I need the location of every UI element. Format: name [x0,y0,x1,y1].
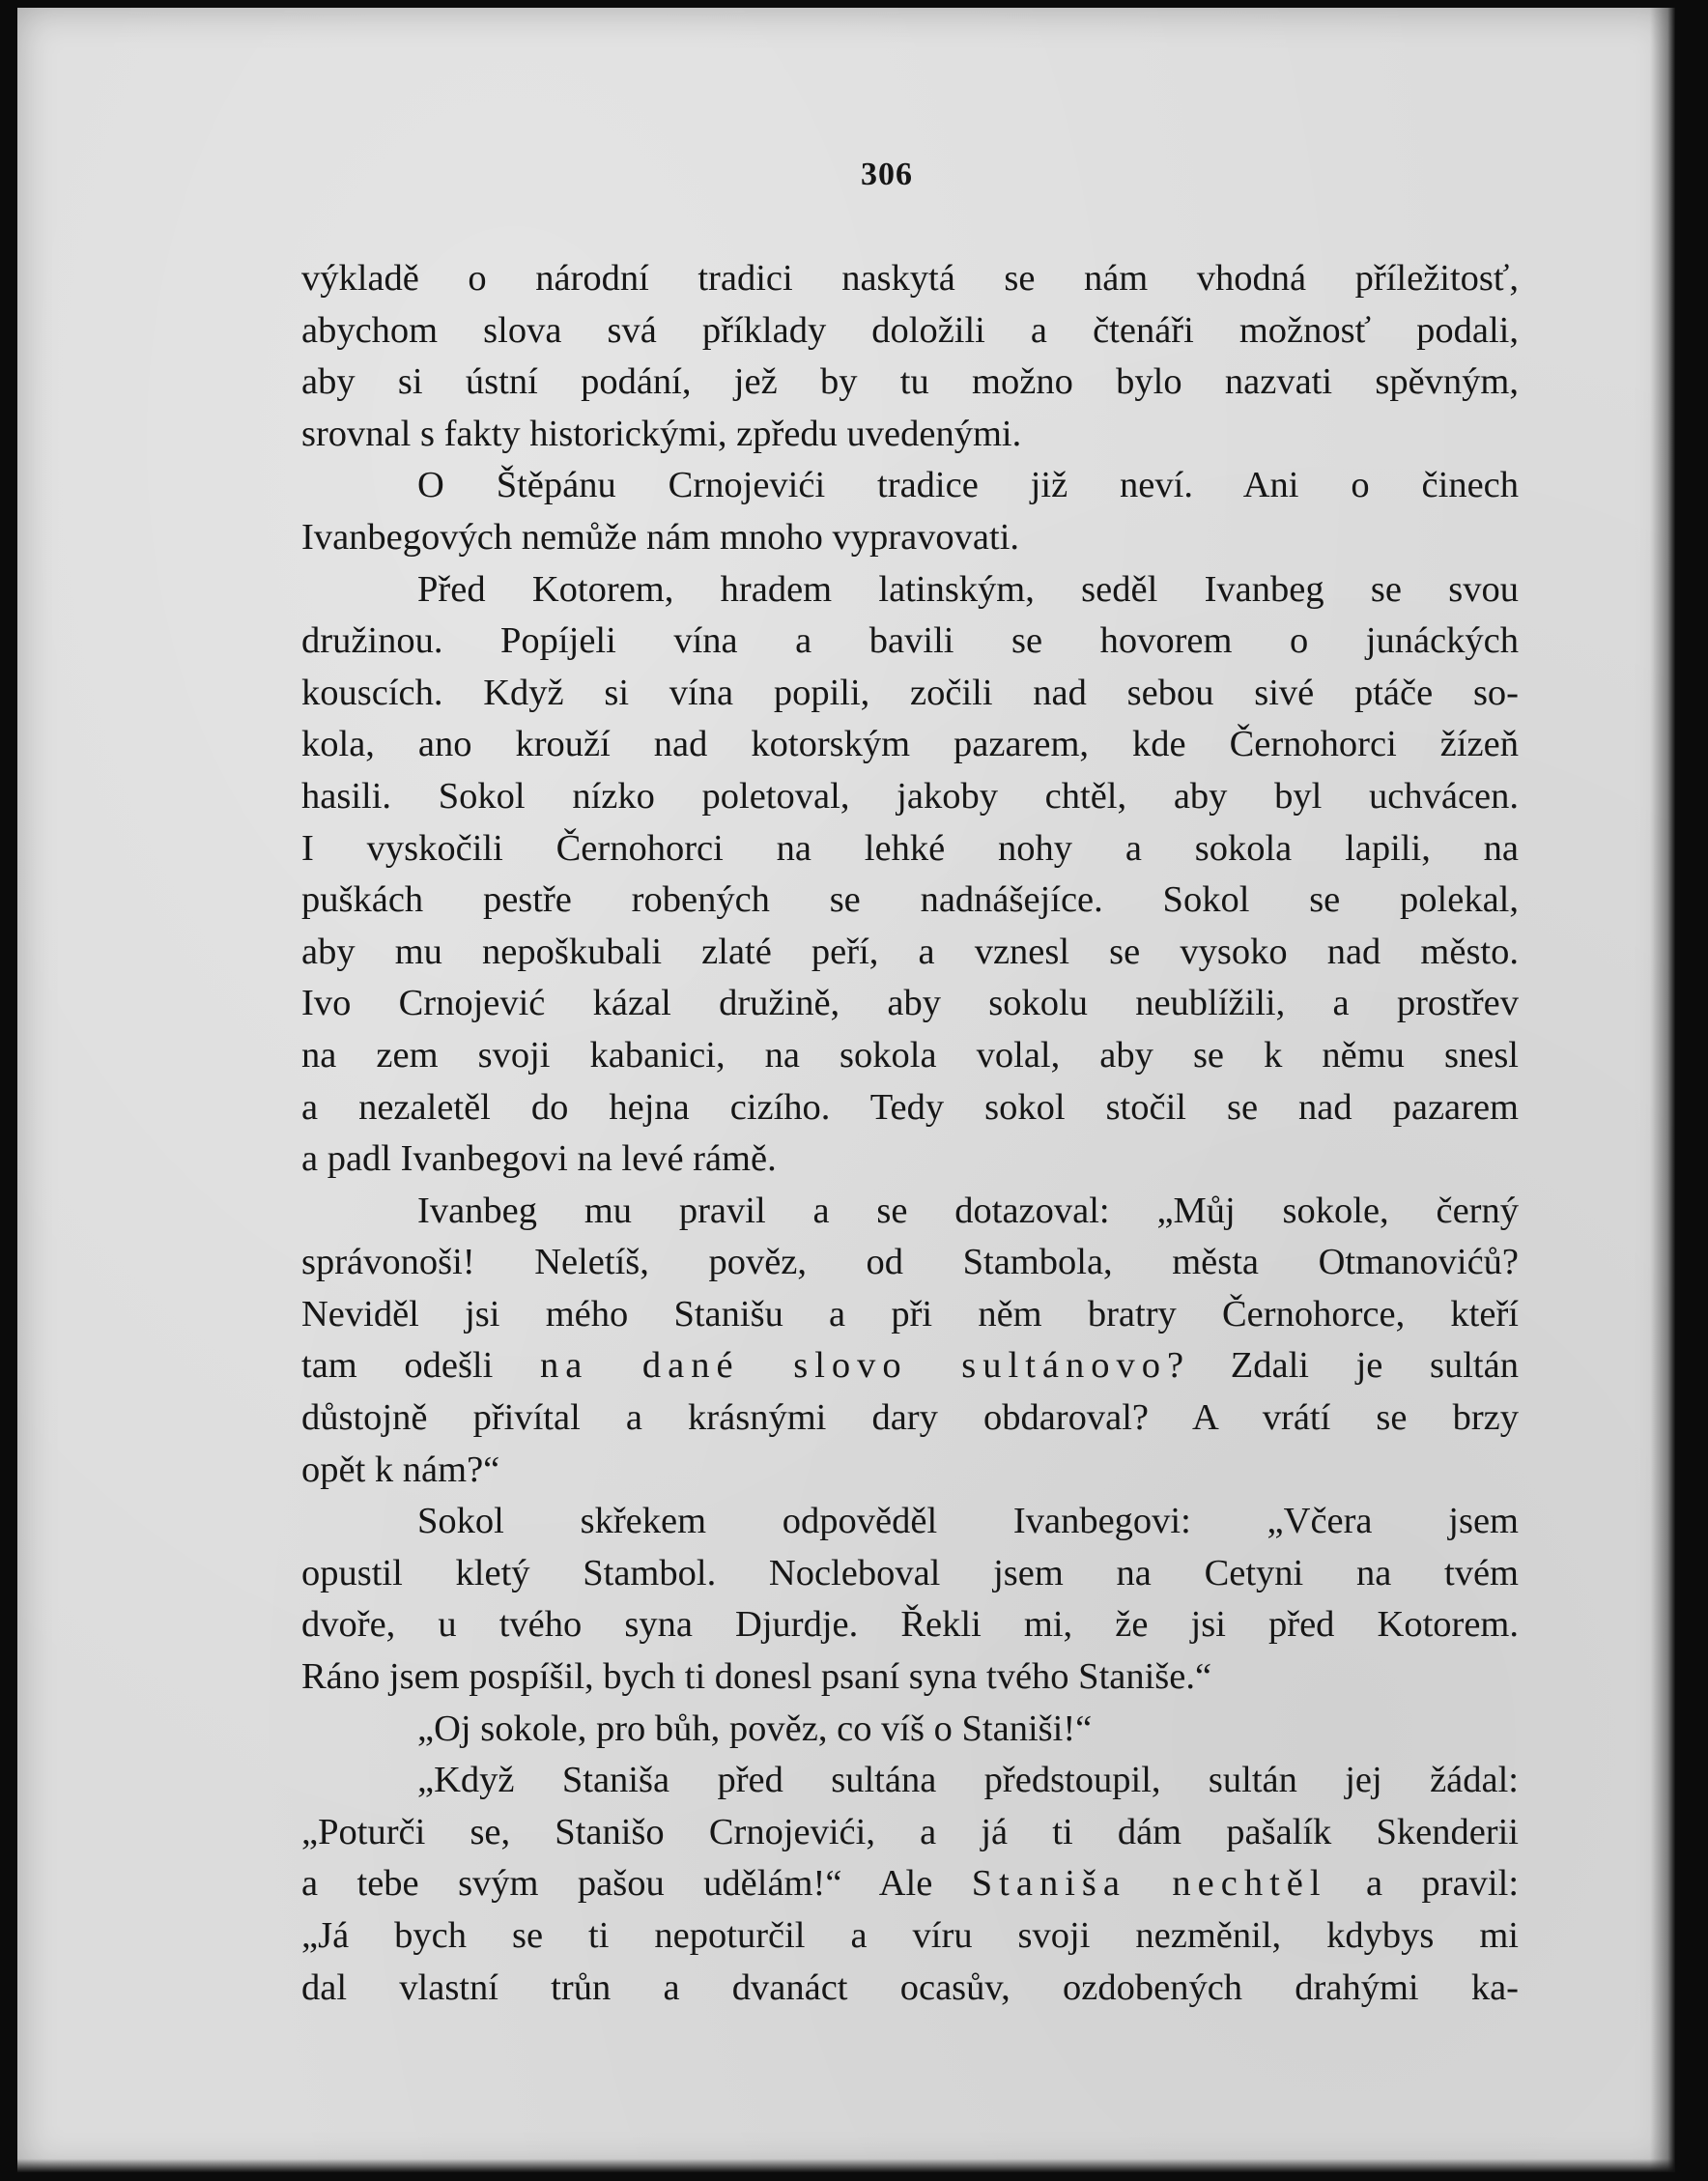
text-line: družinou. Popíjeli vína a bavili se hovorem o junáckých [301,620,1519,662]
text-line: kola, ano krouží nad kotorským pazarem, kde Černohorci žízeň [301,724,1519,765]
text-line: Ivanbeg mu pravil a se dotazoval: „Můj sokole, černý [417,1190,1519,1231]
text-line: Neviděl jsi mého Stanišu a při něm bratry Černohorce, kteří [301,1293,1519,1334]
text-line: na zem svoji kabanici, na sokola volal, aby se k němu snesl [301,1034,1519,1076]
text-line: správonoši! Neletíš, pověz, od Stambola, města Otmanovićů? [301,1242,1519,1283]
emphasized-text: Staniša nechtěl [971,1863,1327,1905]
page-edge-shadow-right [1650,8,1675,2172]
text-line: puškách pestře robených se nadnášejíce. Sokol se polekal, [301,879,1519,921]
text-line: O Štěpánu Crnojevići tradice již neví. Ani o činech [417,465,1519,506]
text-line: důstojně přivítal a krásnými dary obdaroval? A vrátí se brzy [301,1397,1519,1439]
emphasized-text: na dané slovo sultánovo [539,1345,1167,1387]
text-line: „Oj sokole, pro bůh, pověz, co víš o Staniši!“ [417,1707,1093,1749]
text-line: abychom slova svá příklady doložili a čtenáři možnosť podali, [301,309,1519,351]
text-line: a nezaletěl do hejna cizího. Tedy sokol stočil se nad pazarem [301,1086,1519,1128]
text-line [301,1858,1519,1910]
text-line: opustil kletý Stambol. Nocleboval jsem na Cetyni na tvém [301,1552,1519,1593]
text-line: Před Kotorem, hradem latinským, seděl Ivanbeg se svou [417,568,1519,610]
text-line: kouscích. Když si vína popili, zočili nad sebou sivé ptáče so- [301,672,1519,713]
text-line: aby si ústní podání, jež by tu možno bylo nazvati spěvným, [301,361,1519,403]
text-segment: tam odešli [301,1345,540,1387]
body-text [301,253,1519,2014]
text-line: „Poturči se, Stanišo Crnojevići, a já ti dám pašalík Skenderii [301,1811,1519,1852]
text-line: Ivanbegových nemůže nám mnoho vypravovati. [301,516,1020,558]
text-segment: a tebe svým pašou udělám!“ Ale [301,1863,972,1905]
text-line: Sokol skřekem odpověděl Ivanbegovi: „Včera jsem [417,1501,1519,1542]
text-line: „Když Staniša před sultána předstoupil, sultán jej žádal: [417,1760,1519,1801]
text-segment: ? Zdali je sultán [1167,1345,1519,1387]
text-line: hasili. Sokol nízko poletoval, jakoby chtěl, aby byl uchvácen. [301,775,1519,817]
text-line: Ráno jsem pospíšil, bych ti donesl psaní syna tvého Staniše.“ [301,1656,1212,1698]
text-line: „Já bych se ti nepoturčil a víru svoji nezměnil, kdybys mi [301,1915,1519,1956]
text-line: Ivo Crnojević kázal družině, aby sokolu neublížili, a prostřev [301,983,1519,1024]
text-line: výkladě o národní tradici naskytá se nám vhodná příležitosť, [301,258,1519,299]
page-number: 306 [861,157,913,192]
text-line: dvoře, u tvého syna Djurdje. Řekli mi, že jsi před Kotorem. [301,1604,1519,1646]
text-line: opět k nám?“ [301,1449,500,1490]
text-line: dal vlastní trůn a dvanáct ocasův, ozdobených drahými ka- [301,1966,1519,2008]
text-segment: a pravil: [1326,1863,1520,1905]
text-line: aby mu nepoškubali zlaté peří, a vznesl se vysoko nad město. [301,931,1519,972]
page-edge-shadow-bottom [17,2159,1675,2172]
text-line: a padl Ivanbegovi na levé rámě. [301,1138,777,1180]
text-line: I vyskočili Černohorci na lehké nohy a sokola lapili, na [301,827,1519,869]
text-line [301,1340,1519,1392]
text-line: srovnal s fakty historickými, zpředu uvedenými. [301,413,1022,454]
